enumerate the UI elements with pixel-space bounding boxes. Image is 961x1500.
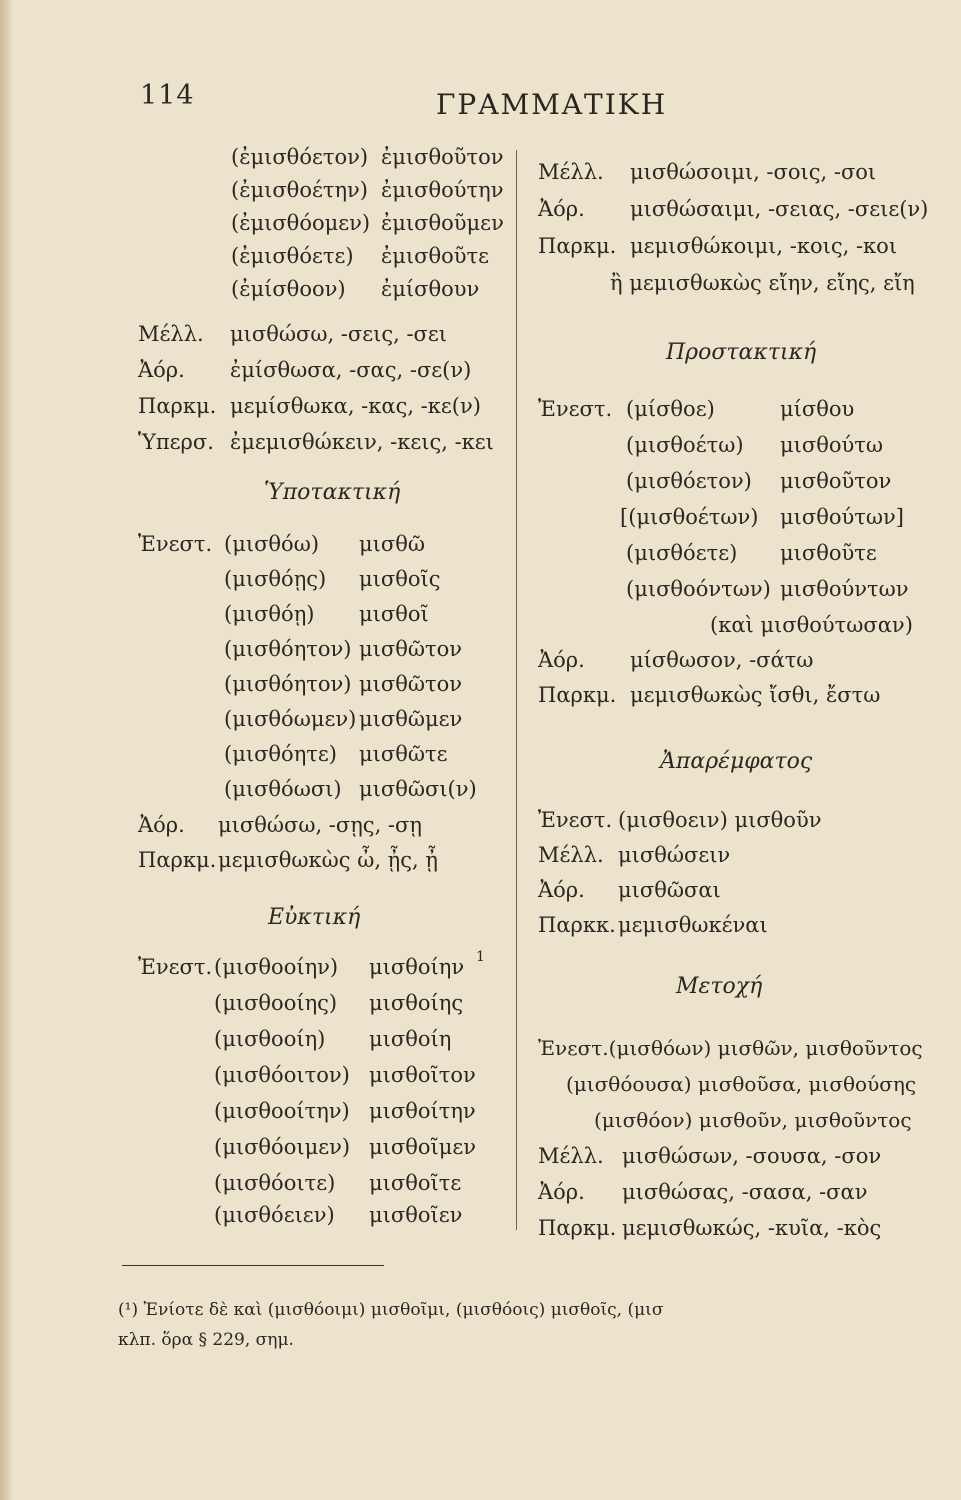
- optative-present-label: Ἐνεστ.: [138, 955, 213, 979]
- page-edge-shadow: [0, 0, 14, 1500]
- footnote-mark: 1: [476, 949, 485, 965]
- running-head: ΓΡΑΜΜΑΤΙΚΗ: [436, 88, 668, 121]
- participle-present-row: (μισθόον) μισθοῦν, μισθοῦντος: [594, 1108, 912, 1132]
- imperative-alternative: (καὶ μισθούτωσαν): [710, 613, 913, 637]
- column-divider: [516, 150, 517, 1230]
- optative-perfect-alternative: ἢ μεμισθωκὼς εἴην, εἴης, εἴη: [610, 271, 915, 295]
- optative-heading: Εὐκτική: [268, 905, 361, 930]
- participle-heading: Μετοχή: [676, 974, 763, 999]
- imperative-heading: Προστακτική: [666, 340, 817, 365]
- subjunctive-heading: Ὑποτακτική: [264, 480, 401, 505]
- participle-present-row: Ἐνεστ.(μισθόων) μισθῶν, μισθοῦντος: [538, 1036, 923, 1060]
- imperative-present-label: Ἐνεστ.: [538, 397, 613, 421]
- footnote-rule: [122, 1265, 384, 1266]
- infinitive-heading: Ἀπαρέμφατος: [660, 749, 813, 774]
- footnote-line-2: κλπ. ὅρα § 229, σημ.: [118, 1330, 294, 1350]
- page-number: 114: [140, 80, 195, 111]
- subjunctive-present-label: Ἐνεστ.: [138, 532, 213, 556]
- footnote-line-1: (¹) Ἐνίοτε δὲ καὶ (μισθόοιμι) μισθοῖμι, (μισθόοις) μισθοῖς, (μισ: [118, 1300, 664, 1320]
- participle-present-row: (μισθόουσα) μισθοῦσα, μισθούσης: [566, 1072, 917, 1096]
